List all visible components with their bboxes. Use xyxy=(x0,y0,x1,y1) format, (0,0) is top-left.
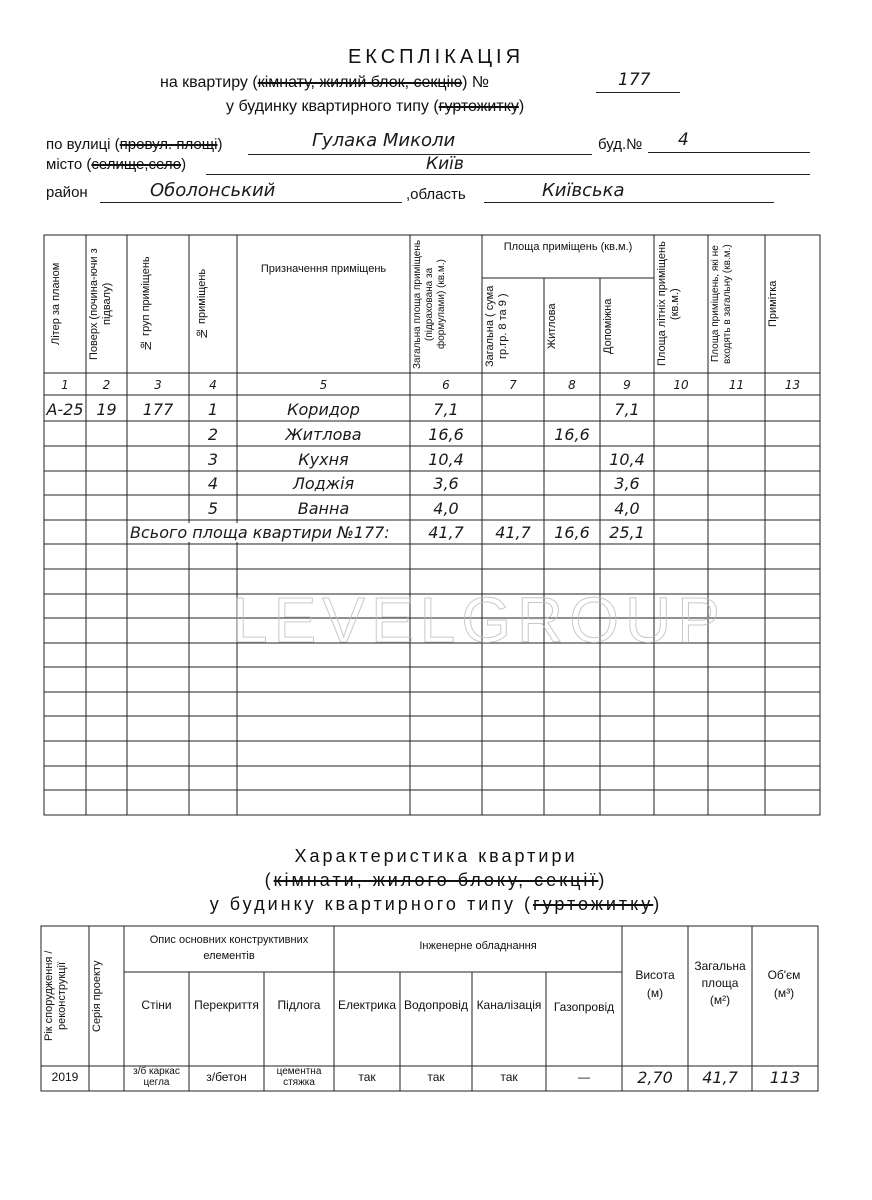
col-note-header: Примітка xyxy=(767,280,779,328)
region-value: Київська xyxy=(542,180,625,201)
total-aux: 25,1 xyxy=(609,523,645,542)
row1-group: 177 xyxy=(142,400,174,419)
col-gas-header: Газопровід xyxy=(553,1000,615,1014)
col-number: 2 xyxy=(102,378,111,392)
col-year-header: Рік спорудження /реконструкції xyxy=(43,950,68,1042)
col-number: 11 xyxy=(728,378,745,392)
apartment-line-prefix: на квартиру ( xyxy=(160,74,258,91)
col-number: 1 xyxy=(61,378,69,392)
col-volume-header: Об'єм (м³) xyxy=(767,968,801,1000)
col-number: 5 xyxy=(319,378,328,392)
region-label: ,область xyxy=(406,186,466,203)
col-number: 7 xyxy=(509,378,517,392)
apartment-line-struck: кімнату, жилий блок, секцію xyxy=(257,74,463,91)
city-label-prefix: місто ( xyxy=(46,156,92,173)
section2-subtitle-struck: кімнати, жилого блоку, секції xyxy=(273,870,599,890)
row5-aux: 4,0 xyxy=(614,499,640,518)
cell-floors: з/бетон xyxy=(206,1070,247,1084)
row4-name: Лоджія xyxy=(292,474,355,493)
row5-room-no: 5 xyxy=(207,499,219,518)
cell-water: так xyxy=(427,1070,445,1084)
total-row-label: Всього площа квартири №177: xyxy=(130,523,390,542)
cell-walls: з/б каркас цегла xyxy=(133,1066,180,1088)
document-title: ЕКСПЛІКАЦІЯ xyxy=(347,46,525,68)
cell-flooring: цементна стяжка xyxy=(276,1066,322,1088)
street-value: Гулака Миколи xyxy=(312,130,456,151)
row4-room-no: 4 xyxy=(207,474,219,493)
cell-year: 2019 xyxy=(51,1070,79,1084)
col-summer-header: Площа літніх приміщень (кв.м.) xyxy=(656,241,681,367)
col-walls-header: Стіни xyxy=(141,998,172,1012)
section2-title: Характеристика квартири xyxy=(294,846,578,866)
col-series-header: Серія проекту xyxy=(91,960,103,1032)
col-floors-header: Перекриття xyxy=(194,998,259,1012)
street-label-prefix: по вулиці ( xyxy=(46,136,120,153)
watermark-logo: LEVELGROUP xyxy=(232,584,726,656)
col-room-no-header: № приміщень xyxy=(196,268,208,340)
col-engineering-group-header: Інженерне обладнання xyxy=(419,940,537,952)
apartment-number: 177 xyxy=(618,70,651,90)
row4-aux: 3,6 xyxy=(614,474,640,493)
city-label-suffix: ) xyxy=(181,156,187,173)
col-excluded-header: Площа приміщень, які не входять в загальну (кв.м.) xyxy=(710,244,733,364)
apartment-line-suffix: ) № xyxy=(462,74,490,91)
building-type-prefix: у будинку квартирного типу ( xyxy=(226,98,439,115)
col-water-header: Водопровід xyxy=(404,998,468,1012)
cell-electric: так xyxy=(358,1070,376,1084)
street-label-suffix: ) xyxy=(217,136,223,153)
total-area: 41,7 xyxy=(428,523,464,542)
building-type-struck: гуртожитку xyxy=(438,98,519,115)
cell-volume: 113 xyxy=(769,1068,801,1087)
col-area-header: Загальна площа (м²) xyxy=(694,959,746,1007)
col-area-group-header: Площа приміщень (кв.м.) xyxy=(503,241,633,253)
row3-room-no: 3 xyxy=(207,450,219,469)
building-label: буд.№ xyxy=(598,136,643,153)
row2-living: 16,6 xyxy=(554,425,590,444)
col-height-header: Висота (м) xyxy=(635,968,675,1000)
col-auxiliary-header: Допоміжна xyxy=(602,298,614,354)
district-label: район xyxy=(46,184,88,201)
total-general: 41,7 xyxy=(495,523,531,542)
cell-height: 2,70 xyxy=(637,1068,673,1087)
col-number: 8 xyxy=(568,378,576,392)
section2-subtitle-suffix: ) xyxy=(598,870,608,890)
row4-total: 3,6 xyxy=(433,474,459,493)
city-label-struck: селище,село xyxy=(91,156,182,173)
col-number: 9 xyxy=(623,378,631,392)
row1-aux: 7,1 xyxy=(614,400,640,419)
col-floor-header: Поверх (почина-ючи з підвалу) xyxy=(88,248,113,360)
row2-total: 16,6 xyxy=(428,425,464,444)
section2-subtitle-prefix: ( xyxy=(264,870,274,890)
row1-total: 7,1 xyxy=(433,400,459,419)
col-group-header: № груп приміщень xyxy=(140,256,152,352)
row1-room-no: 1 xyxy=(207,400,219,419)
building-type-suffix: ) xyxy=(518,98,525,115)
row3-total: 10,4 xyxy=(428,450,464,469)
col-number: 13 xyxy=(784,378,801,392)
col-general-header: Загальна ( сума гр.гр. 8 та 9 ) xyxy=(484,285,509,367)
col-number: 4 xyxy=(209,378,217,392)
col-number: 3 xyxy=(154,378,162,392)
row2-room-no: 2 xyxy=(207,425,219,444)
col-number: 6 xyxy=(442,378,450,392)
row1-litera: А-25 xyxy=(46,400,84,419)
col-structure-group-header: Опис основних конструктивних елементів xyxy=(149,934,309,962)
cell-gas: — xyxy=(578,1070,590,1084)
section2-building-struck: гуртожитку xyxy=(533,894,654,914)
col-litera-header: Літер за планом xyxy=(50,262,62,346)
row3-name: Кухня xyxy=(298,450,349,469)
row1-floor: 19 xyxy=(96,400,117,419)
col-purpose-header: Призначення приміщень xyxy=(260,263,387,275)
row5-name: Ванна xyxy=(297,499,350,518)
row3-aux: 10,4 xyxy=(609,450,645,469)
cell-sewer: так xyxy=(500,1070,518,1084)
col-number: 10 xyxy=(673,378,689,392)
total-living: 16,6 xyxy=(554,523,590,542)
district-value: Оболонський xyxy=(150,180,276,201)
section2-building-suffix: ) xyxy=(653,894,663,914)
building-value: 4 xyxy=(678,130,689,150)
col-sewer-header: Каналізація xyxy=(476,998,542,1012)
row2-name: Житлова xyxy=(285,425,362,444)
row5-total: 4,0 xyxy=(433,499,459,518)
section2-building-prefix: у будинку квартирного типу ( xyxy=(209,894,533,914)
col-living-header: Житлова xyxy=(546,303,558,349)
row1-name: Коридор xyxy=(287,400,360,419)
col-total-area-header: Загальна площа приміщень (підрахована за формулами) (кв.м.) xyxy=(412,239,447,369)
col-electric-header: Електрика xyxy=(337,998,397,1012)
col-flooring-header: Підлога xyxy=(277,998,321,1012)
cell-area: 41,7 xyxy=(702,1068,738,1087)
city-value: Київ xyxy=(426,154,464,174)
street-label-struck: провул. площі xyxy=(119,136,218,153)
